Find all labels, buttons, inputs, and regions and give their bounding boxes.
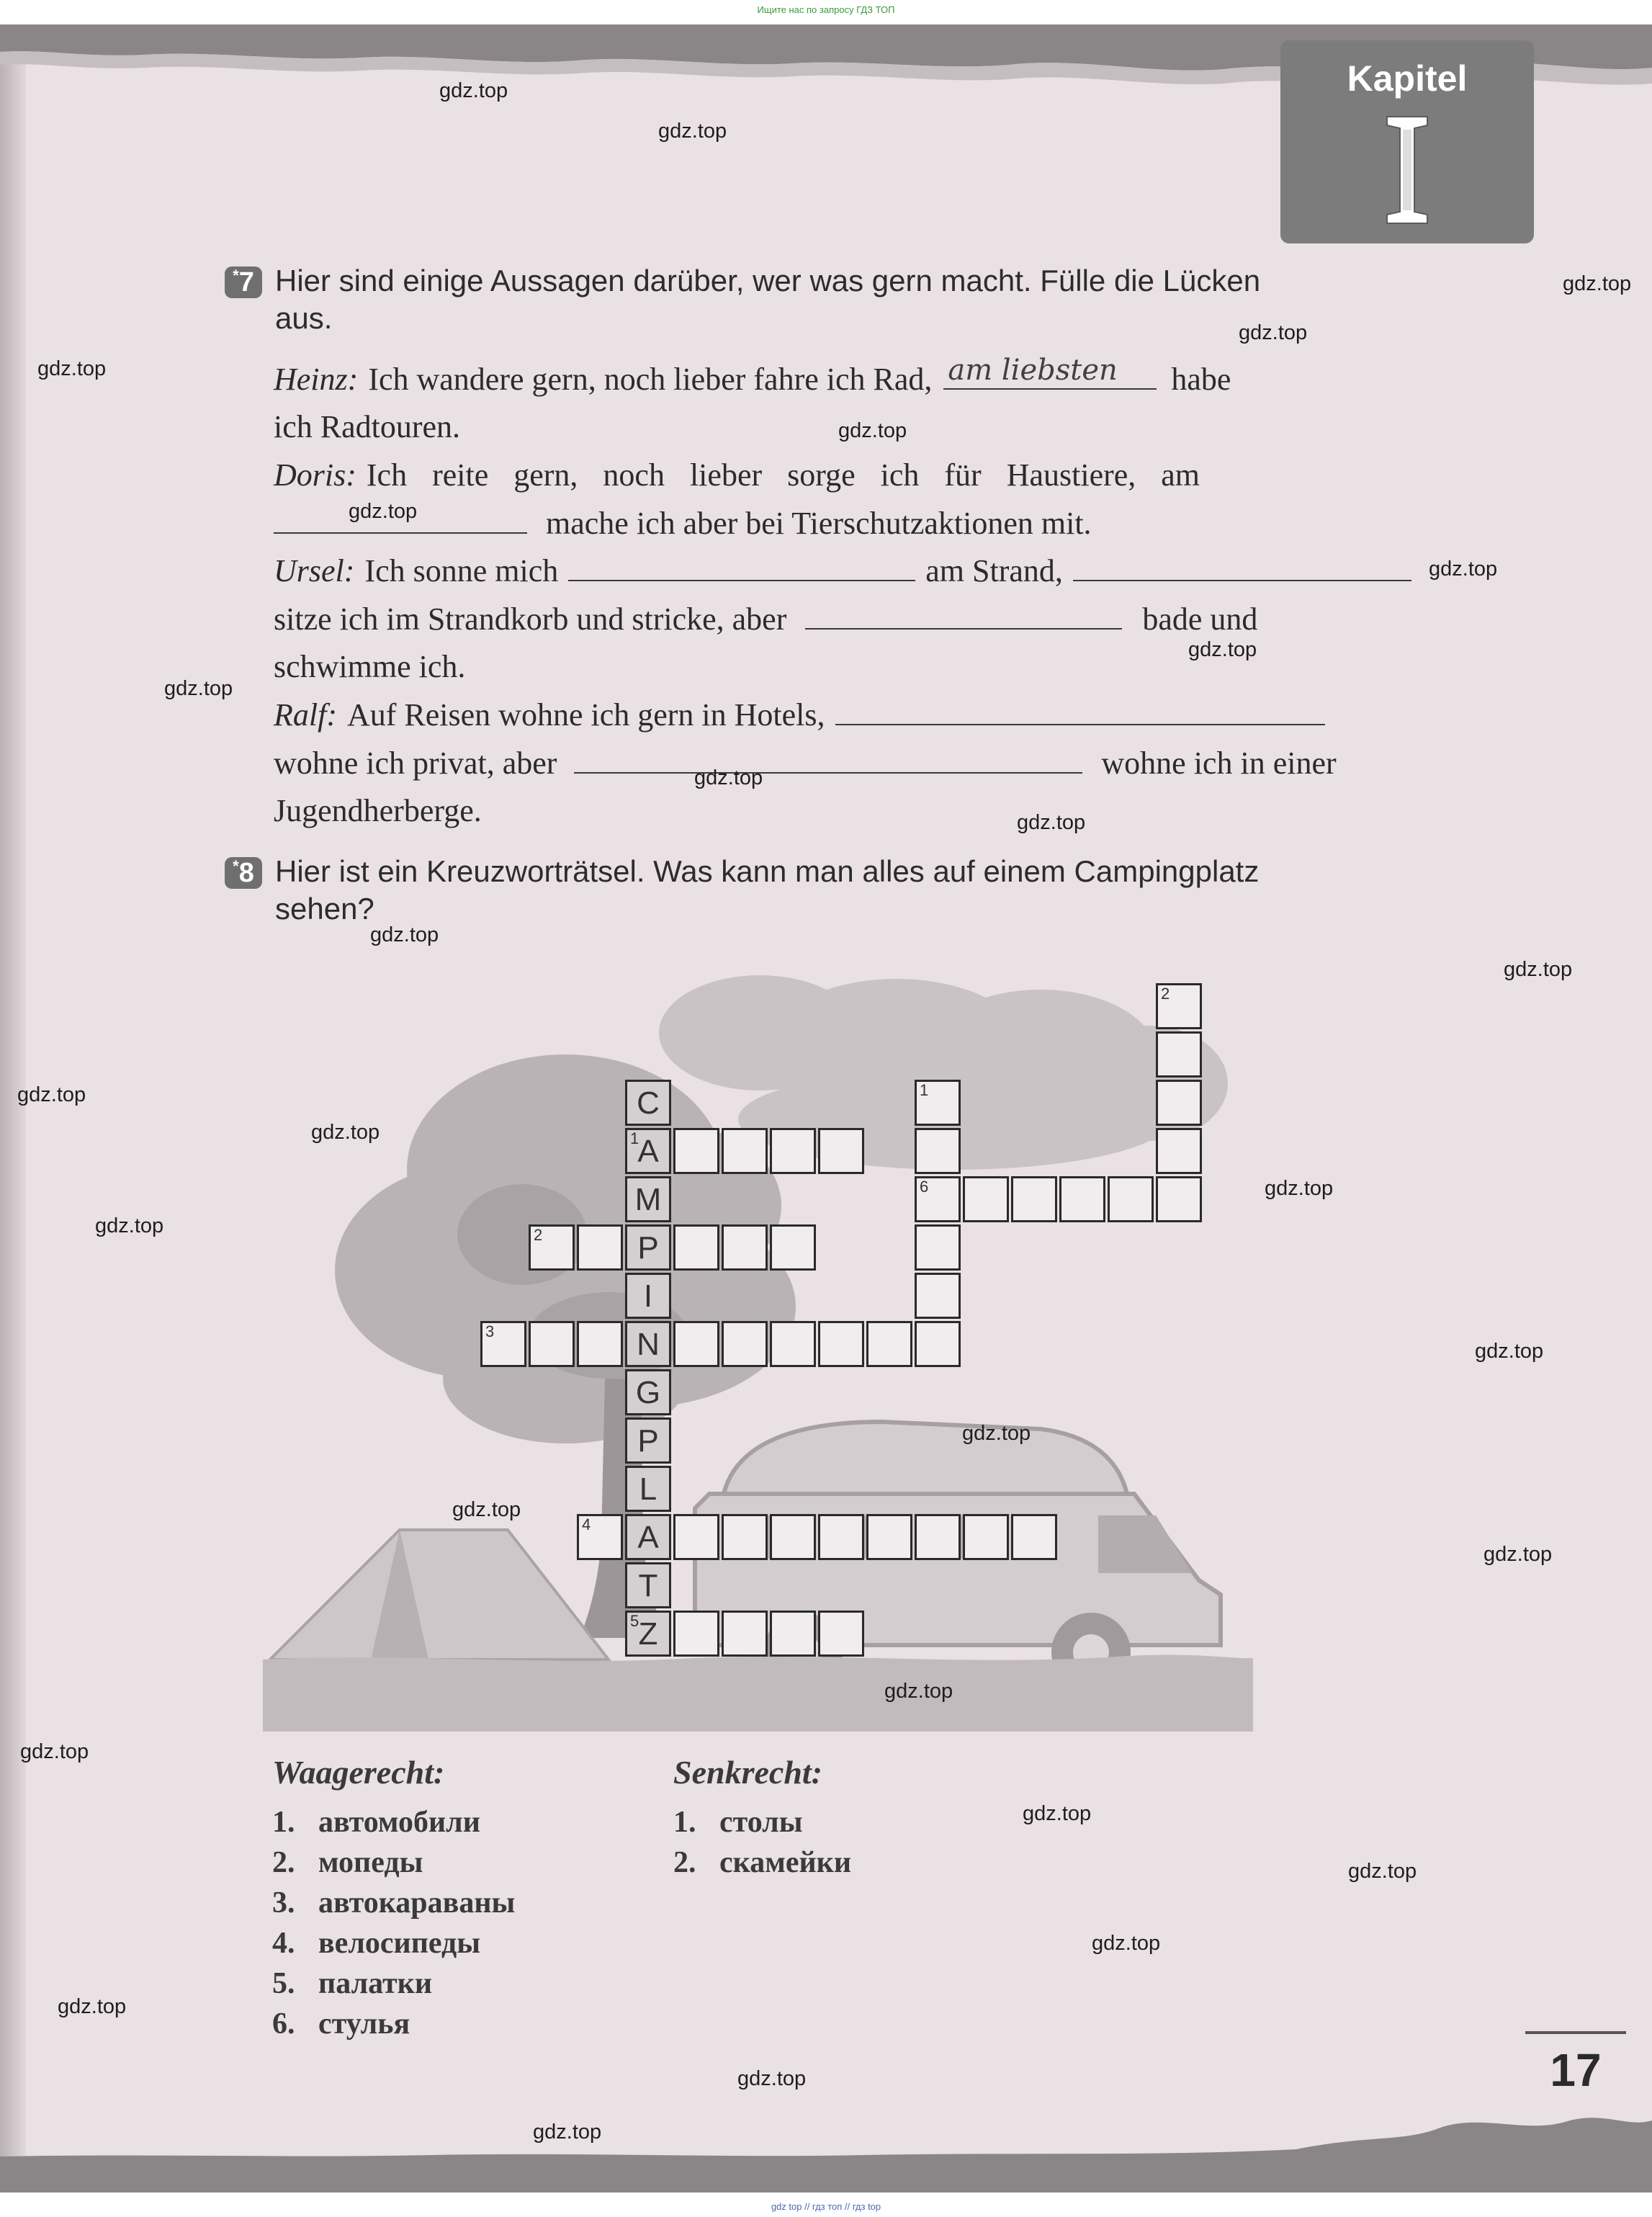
watermark: gdz.top [370, 923, 439, 946]
waagerecht-title: Waagerecht: [272, 1754, 445, 1791]
senkrecht-title: Senkrecht: [673, 1754, 822, 1791]
crossword-letter: P [637, 1423, 659, 1459]
crossword-cell[interactable] [722, 1224, 768, 1271]
crossword-cell[interactable] [915, 1128, 961, 1174]
crossword-cell[interactable] [915, 1080, 961, 1126]
crossword-cell[interactable] [1156, 1080, 1202, 1126]
watermark: gdz.top [17, 1083, 86, 1106]
watermark: gdz.top [1475, 1340, 1544, 1363]
crossword-cell[interactable] [818, 1128, 864, 1174]
doris-text-2: mache ich aber bei Tierschutzaktionen mit. [546, 506, 1092, 541]
ursel-line-2 [274, 601, 1257, 644]
crossword-solution-cell [625, 1273, 671, 1319]
clue-horizontal-5: 5. палатки [272, 1967, 433, 2000]
crossword-cell[interactable] [1011, 1514, 1057, 1560]
watermark: gdz.top [1483, 1543, 1553, 1566]
crossword-cell[interactable] [866, 1321, 912, 1367]
crossword-cell[interactable] [1108, 1176, 1154, 1222]
crossword-cell[interactable] [818, 1514, 864, 1560]
clue-horizontal-6: 6. стулья [272, 2007, 410, 2041]
clue-vertical-2: 2. скамейки [673, 1846, 852, 1879]
crossword-cell[interactable] [770, 1224, 816, 1271]
watermark: gdz.top [533, 2120, 602, 2144]
crossword-cell[interactable] [1156, 1128, 1202, 1174]
crossword-letter: P [637, 1230, 659, 1266]
crossword-cell[interactable] [673, 1128, 719, 1174]
bottom-promo-bar: gdz top // гдз топ // гдз top [771, 2201, 881, 2212]
ralf-text-3: Jugendherberge. [274, 793, 482, 828]
ursel-text-2: sitze ich im Strandkorb und stricke, aber [274, 601, 787, 637]
watermark: gdz.top [658, 120, 727, 143]
crossword-cell[interactable] [722, 1514, 768, 1560]
ralf-text-2b: wohne ich in einer [1101, 745, 1337, 781]
crossword-letter: I [643, 1278, 653, 1314]
crossword-cell[interactable] [963, 1514, 1009, 1560]
task-7-badge: *7 [225, 267, 262, 298]
crossword-cell[interactable] [673, 1224, 719, 1271]
crossword-clue-number: 1 [920, 1081, 929, 1099]
crossword-cell[interactable] [722, 1611, 768, 1657]
crossword-cell[interactable] [915, 1514, 961, 1560]
heinz-line-2 [274, 408, 460, 452]
crossword-cell[interactable] [1059, 1176, 1105, 1222]
crossword-letter: Z [638, 1616, 658, 1652]
crossword-cell[interactable] [963, 1176, 1009, 1222]
ursel-text-2b: bade und [1142, 601, 1258, 637]
ursel-text-mid: am Strand, [925, 553, 1063, 588]
clue-horizontal-3: 3. автокараваны [272, 1886, 516, 1920]
crossword-clue-number: 2 [534, 1226, 543, 1244]
crossword-solution-cell [625, 1128, 671, 1174]
crossword-clue-number: 6 [920, 1178, 929, 1196]
workbook-page [0, 24, 1652, 2193]
ursel-line-1 [274, 552, 1411, 596]
crossword-cell[interactable] [673, 1611, 719, 1657]
ralf-text-2: wohne ich privat, aber [274, 745, 557, 781]
crossword-cell[interactable] [770, 1128, 816, 1174]
heinz-text: Ich wandere gern, noch lieber fahre ich Rad, [368, 362, 933, 397]
watermark: gdz.top [737, 2067, 807, 2090]
speaker-ralf: Ralf: [274, 697, 337, 733]
crossword-solution-cell [625, 1514, 671, 1560]
watermark: gdz.top [838, 419, 907, 442]
crossword-clue-number: 3 [485, 1322, 495, 1340]
watermark: gdz.top [164, 677, 233, 700]
heinz-answer-field[interactable] [943, 354, 1157, 390]
watermark: gdz.top [1023, 1802, 1092, 1825]
chapter-box [1280, 40, 1534, 243]
crossword-cell[interactable] [915, 1321, 961, 1367]
ralf-answer-field-2[interactable] [574, 751, 1082, 774]
watermark: gdz.top [1348, 1860, 1417, 1883]
watermark: gdz.top [1092, 1932, 1161, 1955]
crossword-cell[interactable] [915, 1273, 961, 1319]
page-number: 17 [1525, 2031, 1626, 2106]
footer-band [0, 2106, 1652, 2193]
watermark: gdz.top [962, 1422, 1031, 1445]
watermark: gdz.top [694, 766, 763, 789]
ursel-text: Ich sonne mich [364, 553, 559, 588]
crossword-cell[interactable] [722, 1128, 768, 1174]
watermark: gdz.top [20, 1740, 89, 1763]
crossword-solution-cell [625, 1417, 671, 1464]
speaker-ursel: Ursel: [274, 553, 355, 588]
crossword-solution-cell [625, 1562, 671, 1608]
ralf-line-1 [274, 697, 1325, 740]
ursel-answer-field-2[interactable] [1073, 558, 1411, 581]
heinz-text-2: ich Radtouren. [274, 409, 461, 444]
heinz-handwritten-answer: am liebsten [948, 354, 1118, 387]
crossword-cell[interactable] [1156, 983, 1202, 1029]
crossword-letter: N [637, 1327, 660, 1362]
crossword-letter: A [637, 1134, 659, 1169]
crossword-cell[interactable] [818, 1321, 864, 1367]
speaker-doris: Doris: [274, 457, 356, 493]
crossword-clue-number: 1 [630, 1129, 639, 1147]
crossword-solution-cell [625, 1321, 671, 1367]
doris-text: Ich reite gern, noch lieber sorge ich für Haustiere, am [366, 457, 1200, 493]
crossword-cell[interactable] [915, 1224, 961, 1271]
crossword-clue-number: 2 [1161, 985, 1170, 1003]
crossword-cell[interactable] [673, 1321, 719, 1367]
watermark: gdz.top [884, 1680, 953, 1703]
crossword-cell[interactable] [1011, 1176, 1057, 1222]
doris-line-1 [274, 457, 1200, 500]
clue-horizontal-2: 2. мопеды [272, 1846, 423, 1879]
watermark: gdz.top [1429, 557, 1498, 581]
clue-horizontal-1: 1. автомобили [272, 1806, 480, 1839]
ralf-line-2 [274, 745, 1337, 788]
watermark: gdz.top [37, 357, 107, 380]
heinz-line-1 [274, 354, 1231, 404]
crossword-cell[interactable] [915, 1176, 961, 1222]
crossword-cell[interactable] [1156, 1031, 1202, 1078]
crossword-cell[interactable] [1156, 1176, 1202, 1222]
crossword-cell[interactable] [529, 1224, 575, 1271]
crossword-cell[interactable] [722, 1321, 768, 1367]
page-spine-shadow [0, 24, 26, 2193]
crossword-letter: C [637, 1085, 660, 1121]
crossword-cell[interactable] [673, 1514, 719, 1560]
ralf-line-3 [274, 792, 482, 836]
ursel-answer-field-3[interactable] [805, 606, 1122, 630]
watermark: gdz.top [1017, 811, 1086, 834]
ursel-line-3 [274, 648, 465, 691]
crossword-cell[interactable] [818, 1611, 864, 1657]
crossword-letter: M [634, 1182, 662, 1217]
task-7-instruction: Hier sind einige Aussagen darüber, wer was gern macht. Fülle die Lücken aus. [275, 264, 1261, 335]
crossword-letter: G [635, 1375, 661, 1410]
crossword-cell[interactable] [770, 1321, 816, 1367]
crossword-letter: L [639, 1472, 657, 1507]
crossword-cell[interactable] [529, 1321, 575, 1367]
task-8-instruction: Hier ist ein Kreuzworträtsel. Was kann man alles auf einem Campingplatz sehen? [275, 854, 1260, 926]
watermark: gdz.top [1265, 1177, 1334, 1200]
ursel-answer-field-1[interactable] [568, 558, 915, 581]
crossword-clue-number: 5 [630, 1612, 639, 1630]
crossword-solution-cell [625, 1176, 671, 1222]
crossword-cell[interactable] [480, 1321, 526, 1367]
crossword-solution-cell [625, 1224, 671, 1271]
watermark: gdz.top [311, 1121, 380, 1144]
crossword-solution-cell [625, 1466, 671, 1512]
crossword-cell[interactable] [577, 1224, 623, 1271]
clue-vertical-1: 1. столы [673, 1806, 803, 1839]
ralf-text: Auf Reisen wohne ich gern in Hotels, [346, 697, 825, 733]
watermark: gdz.top [1239, 321, 1308, 344]
chapter-numeral-icon [1378, 112, 1436, 228]
crossword-solution-cell [625, 1611, 671, 1657]
crossword-solution-cell [625, 1080, 671, 1126]
watermark: gdz.top [1504, 958, 1573, 981]
watermark: gdz.top [95, 1214, 164, 1237]
chapter-label: Kapitel [1347, 58, 1468, 99]
top-promo-bar: Ищите нас по запросу ГДЗ ТОП [757, 4, 895, 15]
ursel-text-3: schwimme ich. [274, 649, 466, 684]
crossword-cell[interactable] [577, 1321, 623, 1367]
crossword-solution-cell [625, 1369, 671, 1415]
speaker-heinz: Heinz: [274, 362, 359, 397]
watermark: gdz.top [58, 1995, 127, 2018]
ralf-answer-field-1[interactable] [835, 702, 1325, 725]
watermark: gdz.top [439, 79, 508, 102]
task-8-badge: *8 [225, 857, 262, 889]
crossword-cell[interactable] [770, 1514, 816, 1560]
watermark: gdz.top [349, 500, 418, 523]
crossword-cell[interactable] [577, 1514, 623, 1560]
crossword-letter: A [637, 1520, 659, 1555]
crossword-cell[interactable] [770, 1611, 816, 1657]
watermark: gdz.top [1188, 638, 1257, 661]
clue-horizontal-4: 4. велосипеды [272, 1927, 481, 1960]
watermark: gdz.top [1563, 272, 1632, 295]
crossword-letter: T [638, 1568, 658, 1603]
watermark: gdz.top [452, 1498, 521, 1521]
crossword-clue-number: 4 [582, 1515, 591, 1533]
heinz-text-end: habe [1171, 362, 1231, 397]
crossword-cell[interactable] [866, 1514, 912, 1560]
